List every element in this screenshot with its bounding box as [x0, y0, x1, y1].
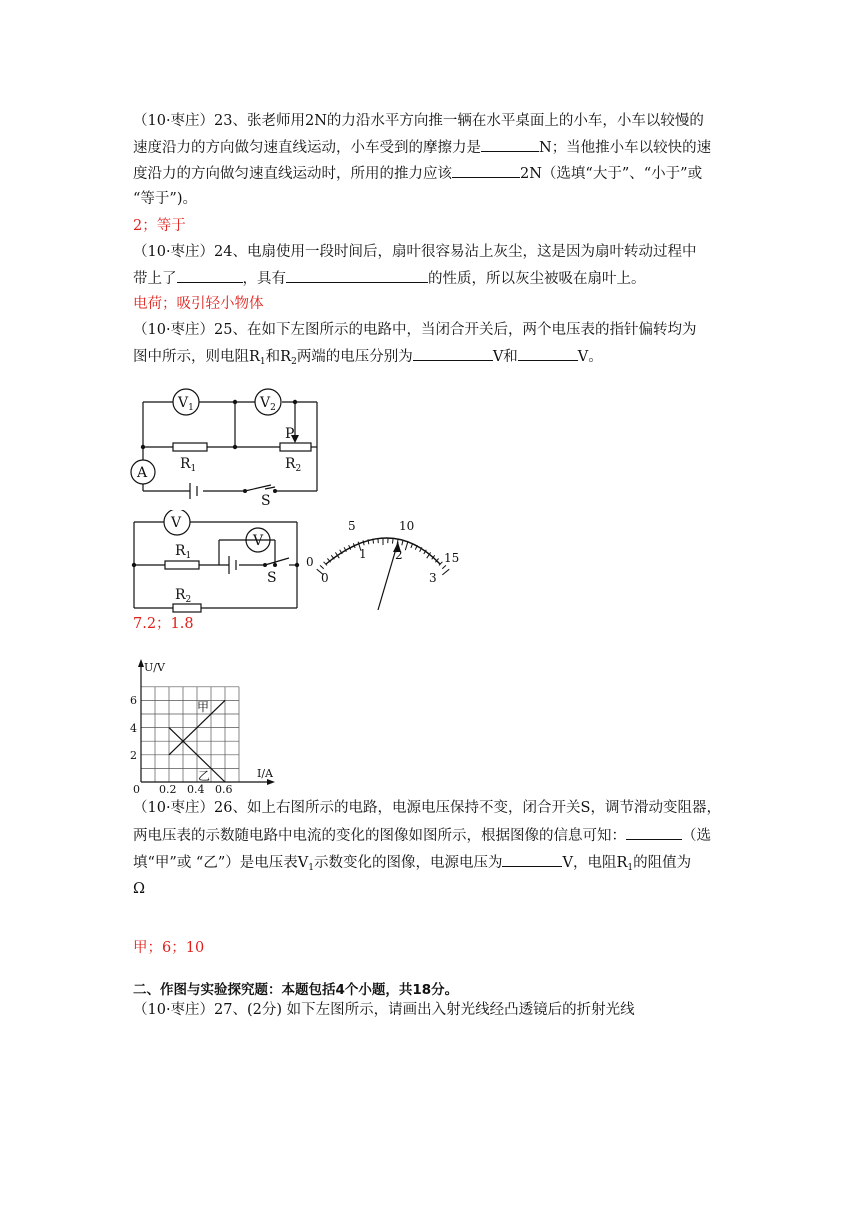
circuit-diagram-1 — [125, 385, 330, 510]
dial-tick — [392, 539, 393, 544]
q23-blank-2[interactable] — [452, 163, 520, 178]
q27-line-1: （10·枣庄）27、(2分) 如下左图所示，请画出入射光线经凸透镜后的折射光线 — [133, 1002, 635, 1018]
q24-blank-2[interactable] — [286, 268, 428, 283]
q26-line-4: Ω — [133, 881, 146, 897]
series-label-jia: 甲 — [197, 700, 210, 714]
dial-tick — [402, 540, 403, 545]
q24-line-2: 带上了 ，具有 的性质，所以灰尘被吸在扇叶上。 — [133, 268, 646, 289]
dial-inner-0: 0 — [321, 571, 329, 585]
dial-tick — [373, 539, 374, 544]
q24-answer: 电荷；吸引轻小物体 — [133, 296, 264, 312]
voltmeter-dial — [300, 512, 470, 614]
q26-blank-1[interactable] — [626, 825, 682, 840]
dial-tick — [442, 569, 449, 575]
q25-line-2: 图中所示，则电阻$R_1$和$R_2$两端的电压分别为 V和 V。 — [133, 346, 603, 369]
q23-line-1: （10·枣庄）23、张老师用2N的力沿水平方向推一辆在水平桌面上的小车，小车以较慢的 — [133, 113, 704, 129]
q24-line-1: （10·枣庄）24、电扇使用一段时间后，扇叶很容易沾上灰尘，这是因为扇叶转动过程中 — [133, 244, 697, 260]
v1-label: $V_1$ — [178, 395, 194, 413]
q26-blank-2[interactable] — [502, 852, 562, 867]
dial-outer-0: 0 — [306, 555, 314, 569]
r2-label: $R_2$ — [285, 456, 302, 474]
slider-p-label: P — [285, 426, 295, 442]
x-tick-0-2: 0.2 — [159, 783, 177, 795]
dial-tick — [442, 565, 446, 568]
q25-blank-2[interactable] — [518, 346, 578, 361]
q26-answer: 甲；6；10 — [133, 940, 205, 956]
x-tick-0-4: 0.4 — [187, 783, 205, 795]
y-tick-4: 4 — [130, 722, 137, 735]
q23-line-2: 速度沿力的方向做匀速直线运动，小车受到的摩擦力是 N；当他推小车以较快的速 — [133, 137, 711, 158]
dial-inner-1: 1 — [359, 547, 367, 561]
q23-answer: 2；等于 — [133, 218, 186, 234]
series-label-yi: 乙 — [198, 769, 211, 783]
q26-line-2: 两电压表的示数随电路中电流的变化的图像如图所示，根据图像的信息可知： （选 — [133, 825, 711, 846]
x-tick-0-6: 0.6 — [215, 783, 233, 795]
switch-s-label-2: S — [267, 570, 277, 586]
q25-line-1: （10·枣庄）25、在如下左图所示的电路中，当闭合开关后，两个电压表的指针偏转均为 — [133, 322, 697, 338]
dial-outer-15: 15 — [444, 551, 460, 565]
r1-label-2: $R_1$ — [175, 543, 192, 561]
dial-inner-2: 2 — [395, 548, 403, 562]
x-tick-0: 0 — [133, 783, 140, 795]
q25-blank-1[interactable] — [413, 346, 493, 361]
switch-s-label: S — [261, 493, 271, 509]
y-tick-2: 2 — [130, 749, 137, 762]
dial-tick — [363, 540, 364, 545]
dial-tick — [405, 542, 408, 551]
q25-answer: 7.2；1.8 — [133, 616, 194, 632]
r2-label-2: $R_2$ — [175, 587, 192, 605]
v2-label: $V_2$ — [260, 395, 276, 413]
q26-line-3: 填“甲”或 “乙”）是电压表$V_1$示数变化的图像，电源电压为 V，电阻$R_1$的阻值为 — [133, 852, 691, 875]
q26-line-1: （10·枣庄）26、如上右图所示的电路，电源电压保持不变，闭合开关S，调节滑动变阻器， — [133, 800, 721, 816]
section-2-heading: 二、作图与实验探究题：本题包括4个小题，共18分。 — [133, 982, 459, 998]
circuit-diagram-2 — [125, 510, 305, 615]
ammeter-label: A — [137, 465, 148, 481]
dial-inner-3: 3 — [429, 571, 437, 585]
r1-label: $R_1$ — [180, 456, 197, 474]
v-inner-label: V — [253, 533, 264, 549]
dial-outer-10: 10 — [399, 519, 415, 533]
y-tick-6: 6 — [130, 694, 137, 707]
y-axis-label: U/V — [144, 661, 165, 674]
q23-blank-1[interactable] — [481, 137, 539, 152]
q23-line-3: 度沿力的方向做匀速直线运动时，所用的推力应该 2N（选填“大于”、“小于”或 — [133, 163, 702, 184]
q23-line-4: “等于”)。 — [133, 191, 197, 207]
q24-blank-1[interactable] — [177, 268, 243, 283]
x-axis-label: I/A — [257, 767, 273, 780]
dial-tick — [320, 565, 324, 568]
dial-outer-5: 5 — [348, 519, 356, 533]
u-i-graph — [125, 655, 285, 795]
v-top-label: V — [171, 515, 182, 531]
